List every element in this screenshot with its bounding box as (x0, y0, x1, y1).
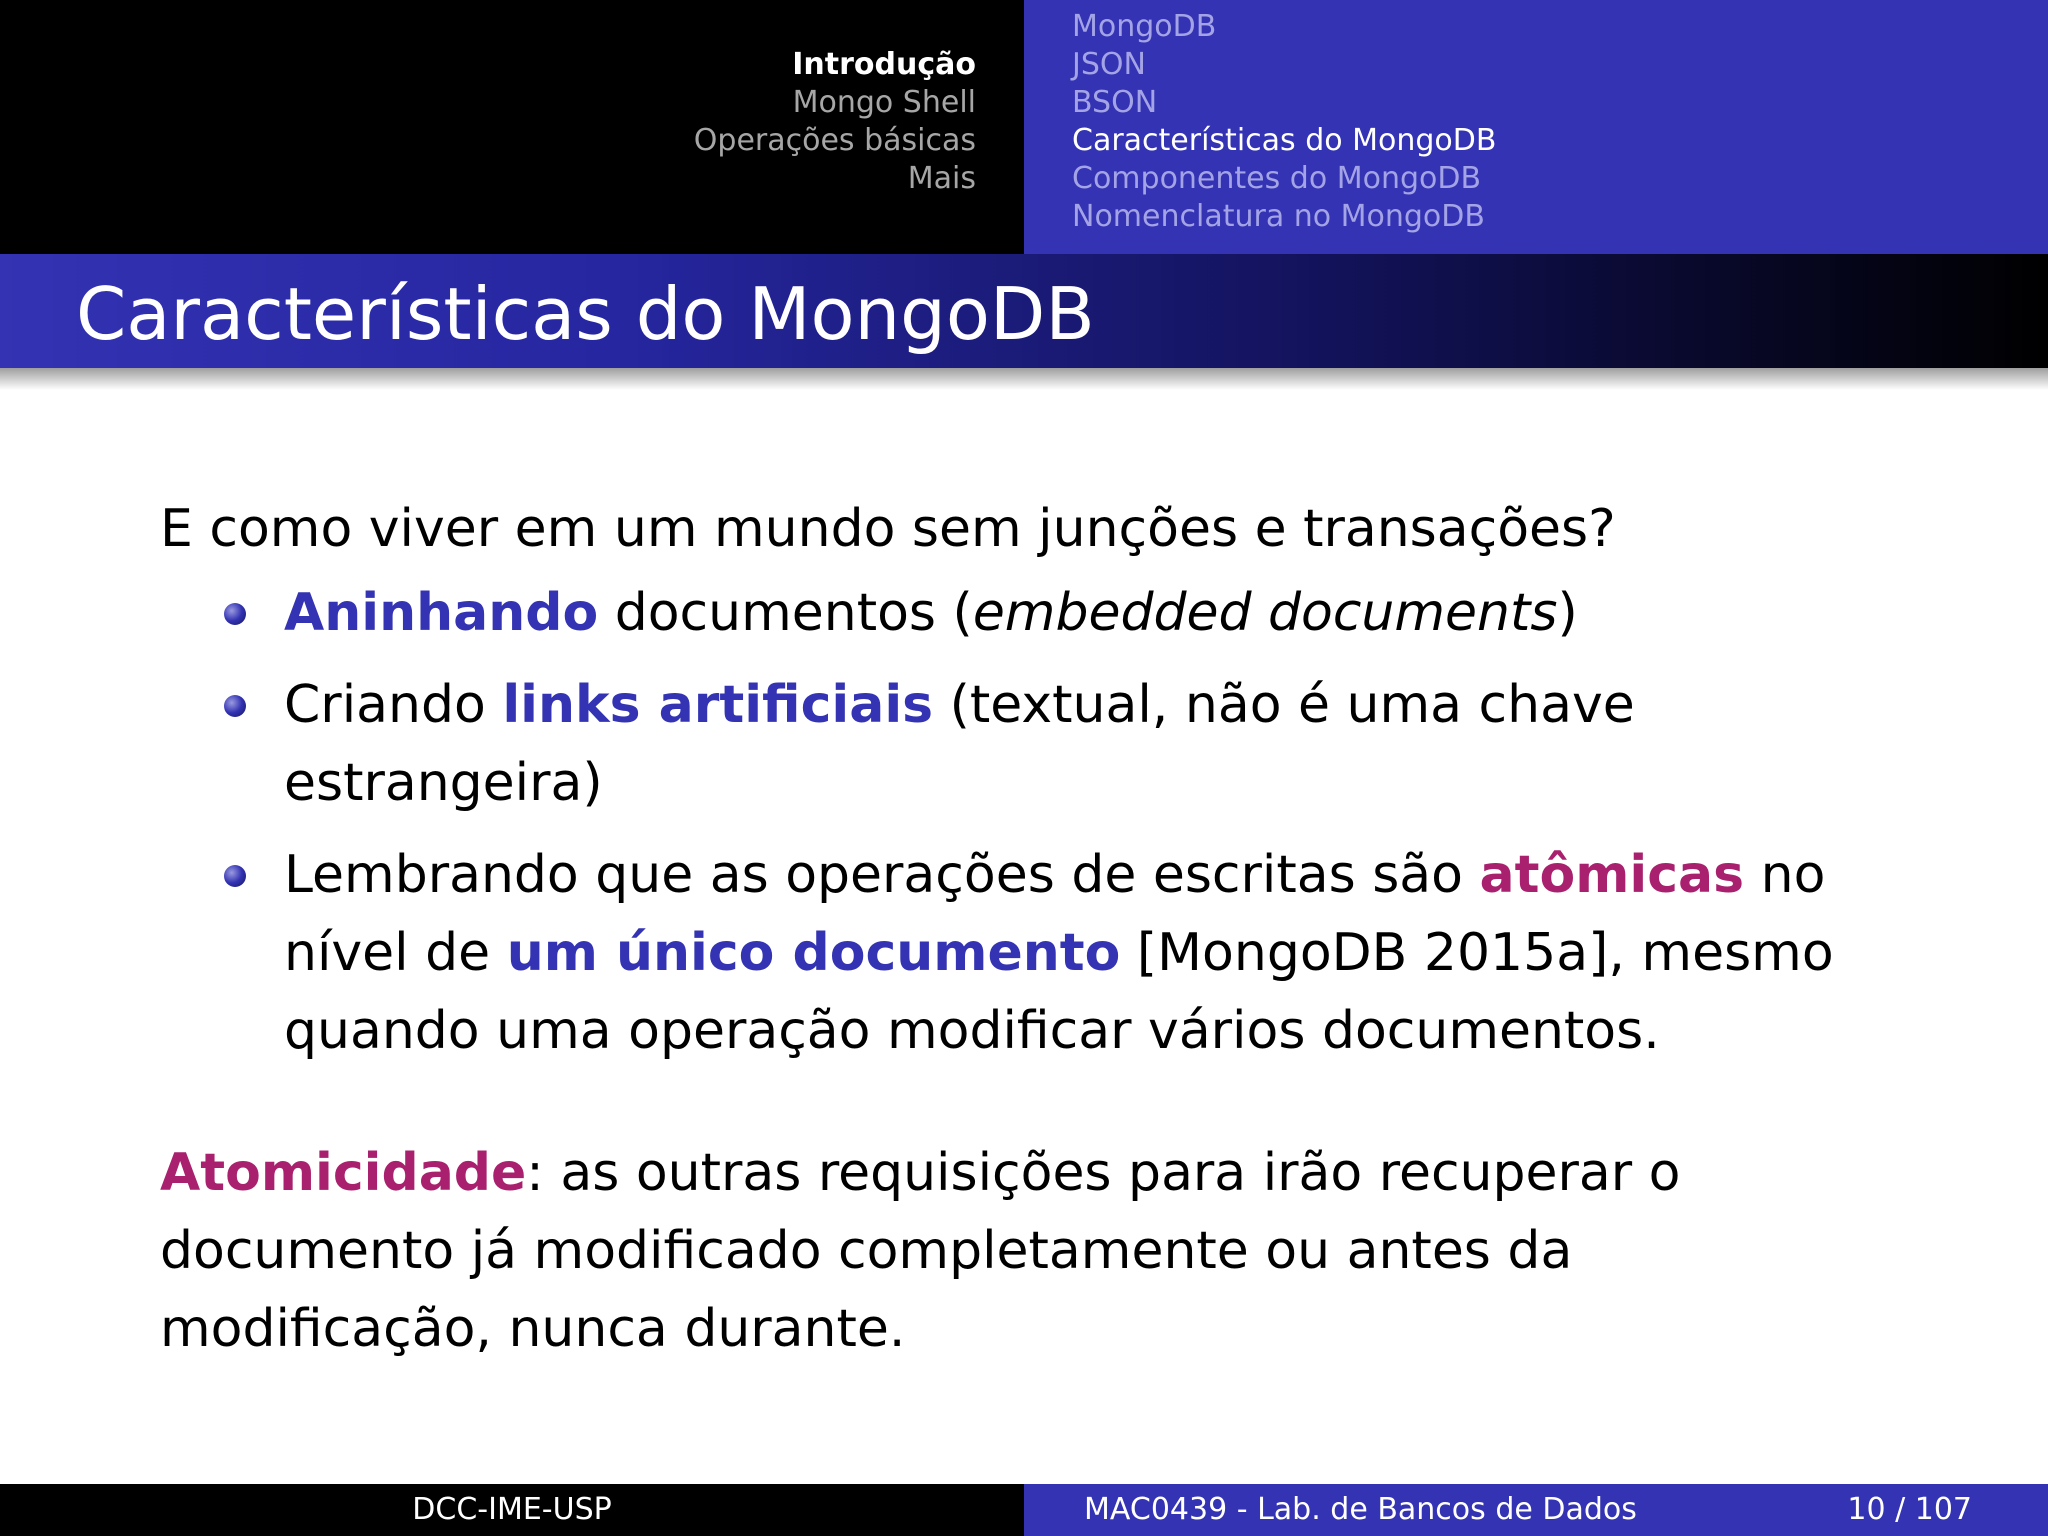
alert-atomicas: atômicas (1479, 845, 1745, 905)
bullet-text: (textual, não é uma chave estrangeira) (284, 675, 1635, 813)
nav-subsection-nomenclatura[interactable]: Nomenclatura no MongoDB (1072, 199, 1485, 234)
nav-section-mongo-shell[interactable]: Mongo Shell (792, 85, 976, 120)
emphasis-embedded-documents: embedded documents (972, 583, 1558, 643)
atomicity-paragraph (160, 1134, 1920, 1368)
bullet-text: Lembrando que as operações de escritas são (284, 845, 1480, 905)
footer-course-title: MAC0439 - Lab. de Bancos de Dados (1084, 1492, 1637, 1527)
footer-institution: DCC-IME-USP (412, 1492, 612, 1527)
nav-subsection-caracteristicas[interactable]: Características do MongoDB (1072, 123, 1497, 158)
bullet-item-aninhando (284, 574, 1920, 652)
intro-question: E como viver em um mundo sem junções e transações? (160, 499, 1616, 559)
bullet-text: ) (1557, 583, 1578, 643)
frame-title-bar (0, 254, 2048, 368)
alert-atomicidade: Atomicidade (160, 1143, 527, 1203)
nav-subsection-json[interactable]: JSON (1072, 47, 1146, 82)
footer-right (1024, 1484, 2048, 1536)
bullet-ball-icon (224, 603, 246, 625)
footer-page-number: 10 / 107 (1847, 1492, 1972, 1527)
footer-left (0, 1484, 1024, 1536)
bullet-list (160, 574, 1920, 1070)
nav-subsection-mongodb[interactable]: MongoDB (1072, 9, 1217, 44)
highlight-links-artificiais: links artificiais (502, 675, 934, 735)
frame-title: Características do MongoDB (76, 272, 1095, 356)
bullet-item-atomicas (284, 836, 1920, 1070)
highlight-um-unico-documento: um único documento (506, 923, 1121, 983)
nav-subsection-componentes[interactable]: Componentes do MongoDB (1072, 161, 1482, 196)
bullet-text: no nível de (284, 845, 1826, 983)
highlight-aninhando: Aninhando (284, 583, 599, 643)
nav-subsections-panel (1024, 0, 2048, 254)
bullet-text: documentos ( (598, 583, 973, 643)
atomicity-text: : as outras requisições para irão recuperar o documento já modificado completamente ou antes da modificação, nunca durante. (160, 1143, 1681, 1359)
nav-section-mais[interactable]: Mais (907, 161, 976, 196)
nav-sections-panel (0, 0, 1024, 254)
subsection-list (1072, 8, 1496, 236)
frame-title-shadow (0, 368, 2048, 390)
nav-subsection-bson[interactable]: BSON (1072, 85, 1158, 120)
nav-section-introducao[interactable]: Introdução (792, 47, 976, 82)
slide-content (160, 490, 1920, 1368)
bullet-text: [MongoDB 2015a], mesmo quando uma operação modificar vários documentos. (284, 923, 1834, 1061)
bullet-ball-icon (224, 865, 246, 887)
bullet-ball-icon (224, 695, 246, 717)
bullet-item-links (284, 666, 1920, 822)
section-list (694, 46, 976, 198)
nav-section-operacoes-basicas[interactable]: Operações básicas (693, 123, 976, 158)
bullet-text: Criando (284, 675, 503, 735)
